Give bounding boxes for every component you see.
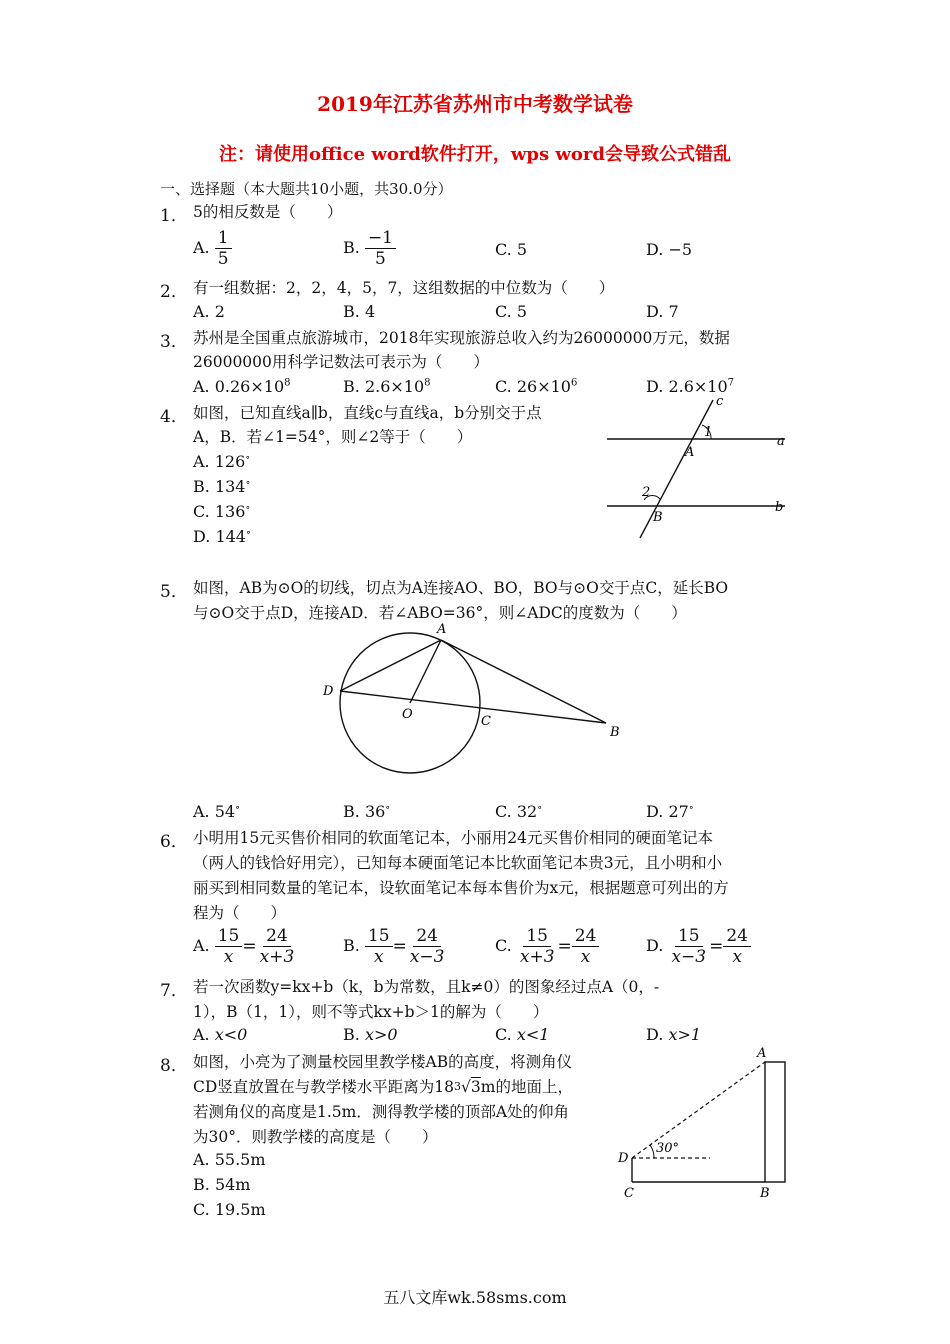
option: C. x<1	[495, 1025, 550, 1044]
question-text: 苏州是全国重点旅游城市，2018年实现旅游总收入约为26000000万元，数据	[193, 329, 730, 347]
option: C. 32∘	[495, 802, 543, 821]
question-number: 2．	[160, 282, 188, 302]
option: A. x<0	[193, 1025, 248, 1044]
option: D. 27∘	[646, 802, 694, 821]
label-A: A	[437, 622, 447, 637]
label-O: O	[402, 707, 413, 722]
question-text: CD竖直放置在与教学楼水平距离为$18^3√3m$的地面上，	[193, 1078, 573, 1096]
question-text: 有一组数据：2，2，4，5，7，这组数据的中位数为（ ）	[193, 279, 615, 297]
option: A. $\frac{15}{x}$ = $\frac{24}{x+3}$	[193, 926, 295, 967]
option: C. 5	[495, 302, 528, 321]
label-C: C	[624, 1186, 634, 1201]
option: C. 5	[495, 240, 528, 259]
footer-watermark: 五八文库wk.58sms.com	[383, 1288, 567, 1307]
section-heading: 一、选择题（本大题共10小题，共30.0分）	[160, 180, 453, 198]
option: C. $\frac{15}{x+3}$ = $\frac{24}{x}$	[495, 926, 599, 967]
option: D. −5	[646, 240, 693, 259]
option: D. x>1	[646, 1025, 702, 1044]
parallel-lines-figure	[600, 390, 800, 550]
question-number: 8．	[160, 1056, 188, 1076]
question-text: 小明用15元买售价相同的软面笔记本，小丽用24元买售价相同的硬面笔记本	[193, 829, 713, 847]
question-text: 26000000用科学记数法可表示为（ ）	[193, 353, 489, 371]
label-angle-2: 2	[642, 485, 651, 500]
question-text: 如图，小亮为了测量校园里教学楼AB的高度，将测角仪	[193, 1053, 573, 1071]
option: C. $26\times 10^6$	[495, 377, 578, 396]
label-A: A	[685, 445, 695, 460]
label-B: B	[760, 1186, 770, 1201]
option: A. $\frac{1}{5}$	[193, 228, 232, 269]
question-text: 与⊙O交于点D，连接AD．若∠ABO=36°，则∠ADC的度数为（ ）	[193, 604, 687, 622]
building-angle-figure	[610, 1040, 800, 1205]
option: B. $2.6\times 10^8$	[343, 377, 431, 396]
option: B. 134∘	[193, 477, 251, 496]
option: A. 126∘	[193, 452, 251, 471]
question-number: 5．	[160, 582, 188, 602]
option: C. 136∘	[193, 502, 251, 521]
option: A. $0.26\times 10^8$	[193, 377, 291, 396]
option: B. x>0	[343, 1025, 398, 1044]
option: A. 54∘	[193, 802, 240, 821]
question-text: 程为（ ）	[193, 904, 287, 922]
question-number: 4．	[160, 407, 188, 427]
question-number: 3．	[160, 332, 188, 352]
question-text: A，B．若∠1=54°，则∠2等于（ ）	[193, 428, 473, 446]
label-D: D	[323, 684, 334, 699]
option: B. 54m	[193, 1175, 251, 1194]
label-A: A	[757, 1046, 767, 1061]
option: B. $\frac{-1}{5}$	[343, 228, 396, 269]
question-text: 为30°．则教学楼的高度是（ ）	[193, 1128, 438, 1146]
label-B: B	[610, 725, 620, 740]
option: D. $2.6\times 10^7$	[646, 377, 735, 396]
label-c: c	[716, 394, 724, 409]
option: B. $\frac{15}{x}$ = $\frac{24}{x-3}$	[343, 926, 445, 967]
label-B: B	[653, 510, 663, 525]
question-text: 5的相反数是（ ）	[193, 203, 343, 221]
label-D: D	[618, 1151, 629, 1166]
option: B. 4	[343, 302, 376, 321]
option: D. $\frac{15}{x-3}$ = $\frac{24}{x}$	[646, 926, 751, 967]
option: A. 55.5m	[193, 1150, 266, 1169]
label-b: b	[775, 500, 784, 515]
question-text: 如图，AB为⊙O的切线，切点为A连接AO、BO，BO与⊙O交于点C，延长BO	[193, 579, 729, 597]
question-text: （两人的钱恰好用完），已知每本硬面笔记本比软面笔记本贵3元，且小明和小	[193, 854, 723, 872]
question-text: 若一次函数y=kx+b（k，b为常数，且k≠0）的图象经过点A（0，-	[193, 978, 660, 996]
option: D. 7	[646, 302, 679, 321]
label-angle: 30°	[656, 1141, 680, 1156]
question-number: 7．	[160, 981, 188, 1001]
option: D. 144∘	[193, 527, 251, 546]
label-angle-1: 1	[704, 425, 713, 440]
label-a: a	[777, 434, 785, 449]
question-text: 丽买到相同数量的笔记本，设软面笔记本每本售价为x元，根据题意可列出的方	[193, 879, 729, 897]
notice: 注：请使用office word软件打开，wps word会导致公式错乱	[219, 144, 731, 165]
circle-tangent-figure	[310, 615, 630, 785]
option: A. 2	[193, 302, 225, 321]
question-number: 6．	[160, 832, 188, 852]
question-number: 1．	[160, 206, 188, 226]
page-title: 2019年江苏省苏州市中考数学试卷	[317, 92, 633, 116]
option: C. 19.5m	[193, 1200, 266, 1219]
option: B. 36∘	[343, 802, 391, 821]
question-text: 如图，已知直线a∥b，直线c与直线a，b分别交于点	[193, 404, 542, 422]
question-text: 若测角仪的高度是1.5m．测得教学楼的顶部A处的仰角	[193, 1103, 570, 1121]
question-text: 1），B（1，1），则不等式kx+b＞1的解为（ ）	[193, 1003, 549, 1021]
label-C: C	[481, 714, 491, 729]
